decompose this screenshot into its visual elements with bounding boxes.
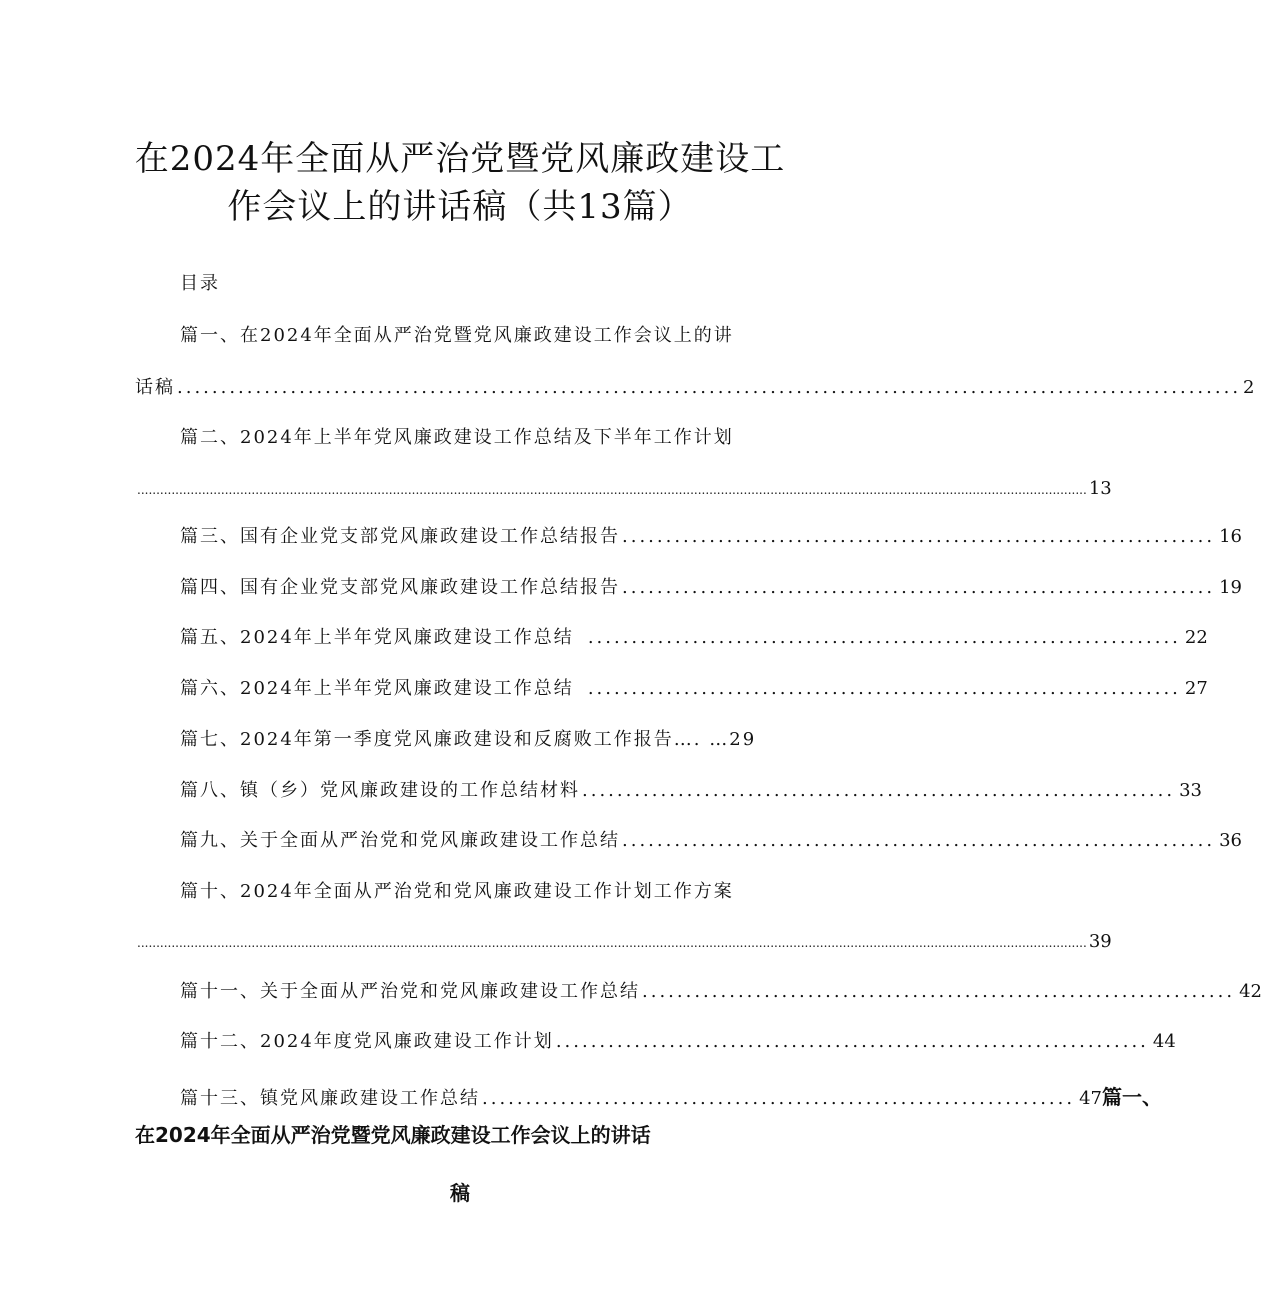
leader-dots: ....................................................................: [642, 981, 1236, 1002]
leader-dots: ....................................................................: [622, 526, 1216, 547]
leader-dots: .........................................................................................................................................................................................................................................................: [137, 483, 1087, 497]
toc-entry-11[interactable]: [180, 978, 1262, 1006]
toc-entry-5-text: 篇五、2024年上半年党风廉政建设工作总结: [180, 627, 574, 648]
toc-entry-5-page: 22: [1184, 627, 1208, 648]
body-heading-prefix: 篇一、: [1101, 1085, 1162, 1109]
toc-entry-13[interactable]: [180, 1083, 1162, 1111]
toc-entry-8[interactable]: [180, 777, 1202, 805]
toc-entry-10-continuation[interactable]: [135, 928, 1112, 956]
toc-heading: 目录: [180, 273, 220, 294]
leader-dots: ....................................................................: [587, 678, 1181, 699]
leader-dots: ....................................................................: [555, 1031, 1149, 1052]
toc-entry-6-page: 27: [1184, 678, 1208, 699]
leader-dots: .........................................................................................................................................................................................................................................................: [137, 936, 1087, 950]
toc-entry-8-page: 33: [1179, 780, 1202, 801]
toc-entry-4-page: 19: [1219, 577, 1242, 598]
toc-entry-3-page: 16: [1219, 526, 1242, 547]
toc-entry-7[interactable]: 篇七、2024年第一季度党风廉政建设和反腐败工作报告…. …29: [180, 729, 757, 750]
toc-entry-13-page: 47: [1079, 1088, 1102, 1109]
document-title-line-1: 在2024年全面从严治党暨党风廉政建设工: [134, 139, 786, 179]
toc-entry-2-line[interactable]: 篇二、2024年上半年党风廉政建设工作总结及下半年工作计划: [180, 427, 734, 448]
toc-entry-12-text: 篇十二、2024年度党风廉政建设工作计划: [180, 1031, 554, 1052]
leader-dots: ....................................................................: [482, 1088, 1076, 1109]
toc-entry-1-page: 2: [1243, 377, 1255, 398]
toc-entry-1-cont-text: 话稿: [135, 377, 175, 398]
leader-dots: ....................................................................: [622, 577, 1216, 598]
leader-dots: ....................................................................: [582, 780, 1176, 801]
toc-entry-11-page: 42: [1239, 981, 1262, 1002]
toc-entry-5[interactable]: [180, 624, 1208, 652]
toc-entry-1-continuation[interactable]: [135, 374, 1255, 402]
toc-entry-12-page: 44: [1152, 1031, 1176, 1052]
toc-entry-3[interactable]: [180, 523, 1242, 551]
toc-entry-3-text: 篇三、国有企业党支部党风廉政建设工作总结报告: [180, 526, 620, 547]
toc-entry-9[interactable]: [180, 827, 1242, 855]
toc-entry-4[interactable]: [180, 574, 1242, 602]
document-title-line-2: 作会议上的讲话稿（共13篇）: [227, 187, 693, 227]
toc-entry-10-line[interactable]: 篇十、2024年全面从严治党和党风廉政建设工作计划工作方案: [180, 881, 734, 902]
toc-entry-8-text: 篇八、镇（乡）党风廉政建设的工作总结材料: [180, 780, 580, 801]
leader-dots: ..........................................................................................................................: [177, 377, 1242, 398]
body-heading-line: 在2024年全面从严治党暨党风廉政建设工作会议上的讲话: [135, 1123, 651, 1147]
toc-entry-9-text: 篇九、关于全面从严治党和党风廉政建设工作总结: [180, 830, 620, 851]
toc-entry-6[interactable]: [180, 675, 1208, 703]
toc-entry-10-page: 39: [1088, 931, 1112, 952]
toc-entry-1-line[interactable]: 篇一、在2024年全面从严治党暨党风廉政建设工作会议上的讲: [180, 325, 734, 346]
toc-entry-4-text: 篇四、国有企业党支部党风廉政建设工作总结报告: [180, 577, 620, 598]
toc-entry-13-text: 篇十三、镇党风廉政建设工作总结: [180, 1088, 480, 1109]
leader-dots: ....................................................................: [622, 830, 1216, 851]
toc-entry-12[interactable]: [180, 1028, 1176, 1056]
body-heading-end: 稿: [450, 1181, 470, 1205]
toc-entry-2-page: 13: [1088, 478, 1112, 499]
leader-dots: ....................................................................: [587, 627, 1181, 648]
toc-entry-2-continuation[interactable]: [135, 475, 1112, 503]
toc-entry-11-text: 篇十一、关于全面从严治党和党风廉政建设工作总结: [180, 981, 640, 1002]
toc-entry-9-page: 36: [1219, 830, 1242, 851]
toc-entry-6-text: 篇六、2024年上半年党风廉政建设工作总结: [180, 678, 574, 699]
